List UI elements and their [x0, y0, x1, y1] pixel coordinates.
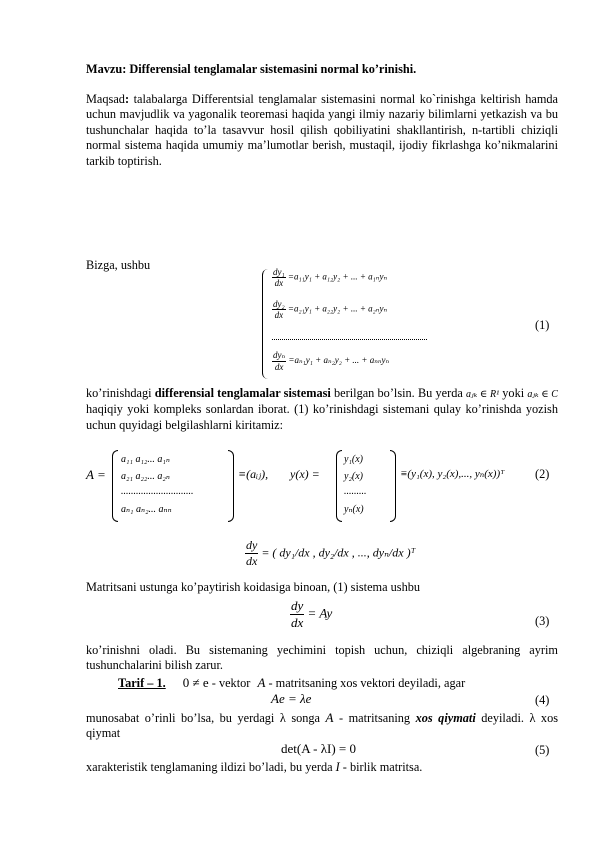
equation-number-2: (2) — [535, 467, 550, 481]
definition-label: Tarif – 1. — [118, 676, 166, 690]
matrix-a-lhs: A = — [86, 467, 106, 482]
document-title: Mavzu: Differensial tenglamalar sistemasini normal ko’rinishi. — [86, 62, 417, 76]
equation-3: $\frac{dy}{dx}$ = Ay — [291, 598, 333, 630]
definition-line: Tarif – 1. 0 ≠ e - vektor A - matritsaning xos vektori deyiladi, agar — [118, 675, 466, 690]
equation-number-3: (3) — [535, 614, 550, 628]
equation-number-1: (1) — [535, 318, 550, 332]
matrix-a: a₁₁ a₁₂... a₁ₙ a₂₁ a₂₂... a₂ₙ ............................. aₙ₁ aₙ₂... aₙₙ — [112, 450, 234, 522]
term-bold: differensial tenglamalar sistemasi — [154, 386, 331, 400]
paragraph-5: munosabat o’rinli bo’lsa, bu yerdagi λ songa A - matritsaning xos qiymati deyiladi. λ xos qiymat — [86, 710, 559, 741]
system-row-n: $\frac{\text{dyₙ}}{dx}$ =aₙ₁y₁ + aₙ₂y₂ + ... + aₙₙyₙ — [273, 350, 390, 372]
equation-5: det(A - λI) = 0 — [281, 741, 357, 756]
paragraph-3: Matritsani ustunga ko’paytirish koidasiga binoan, (1) sistema ushbu — [86, 580, 421, 594]
equation-4: Ae = λe — [271, 691, 312, 706]
equation-system-1 — [262, 267, 437, 384]
system-row-1: $\frac{\text{dy₁}}{dx}$ =a₁₁y₁ + a₁₂y₂ + ... + a₁ₙyₙ — [273, 267, 388, 288]
system-dots — [272, 339, 427, 340]
matrix-a-eq: ≡(aᵢⱼ), — [238, 467, 269, 481]
intro-text: Bizga, ushbu — [86, 258, 151, 272]
goal-label: Maqsad — [86, 92, 125, 106]
vector-y-lhs: y(x) = — [290, 467, 320, 481]
goal-text: talabalarga Differentsial tenglamalar sistemasini normal ko`rinishga keltirish hamda uchun mavjudlik va yagonalik teoremasi haqida yangi ilmiy nazariy bilimlarni yetkazish va bu tushunchalar haqida to’la tasavvur hosil qilish qobiliyatini shakllantirish, n-tartibli chiziqli normal sistema haqida umumiy ma’lumotlar berish, mustaqil, ijodiy fikrlashga ko’nikmalarini tarkib toptirish. — [86, 92, 558, 168]
vector-y-eq: ≡(y₁(x), y₂(x),..., yₙ(x))ᵀ — [400, 468, 505, 480]
paragraph-2: ko’rinishdagi differensial tenglamalar sistemasi berilgan bo’lsin. Bu yerda aⱼₖ ∈ R¹ yoki aⱼₖ ∈ C haqiqiy yoki kompleks sonlardan iborat. (1) ko’rinishdagi sistemani qulay ko’rinishda yozish uchun quyidagi belgilashlarni kiritamiz: — [86, 386, 558, 432]
goal-colon: : — [124, 92, 130, 106]
derivative-vector: $\frac{dy}{dx}$ = ( dy₁/dx , dy₂/dx , ..., dyₙ/dx )ᵀ — [246, 538, 416, 568]
equation-number-4: (4) — [535, 693, 550, 707]
vector-y: y₁(x) y₂(x) ......... yₙ(x) — [336, 450, 396, 522]
system-row-2: $\frac{\text{dy₂}}{dx}$ =a₂₁y₁ + a₂₂y₂ + ... + a₂ₙyₙ — [273, 299, 388, 320]
goal-paragraph — [86, 92, 558, 169]
equation-number-5: (5) — [535, 743, 550, 757]
system-brace — [262, 269, 268, 379]
term-eigenvalue: xos qiymati — [415, 711, 476, 725]
paragraph-4: ko’rinishni oladi. Bu sistemaning yechimini topish uchun, chiziqli algebraning ayrim tushunchalarini bilish zarur. — [86, 643, 558, 673]
paragraph-6: xarakteristik tenglamaning ildizi bo’ladi, bu yerda I - birlik matritsa. — [86, 760, 423, 774]
